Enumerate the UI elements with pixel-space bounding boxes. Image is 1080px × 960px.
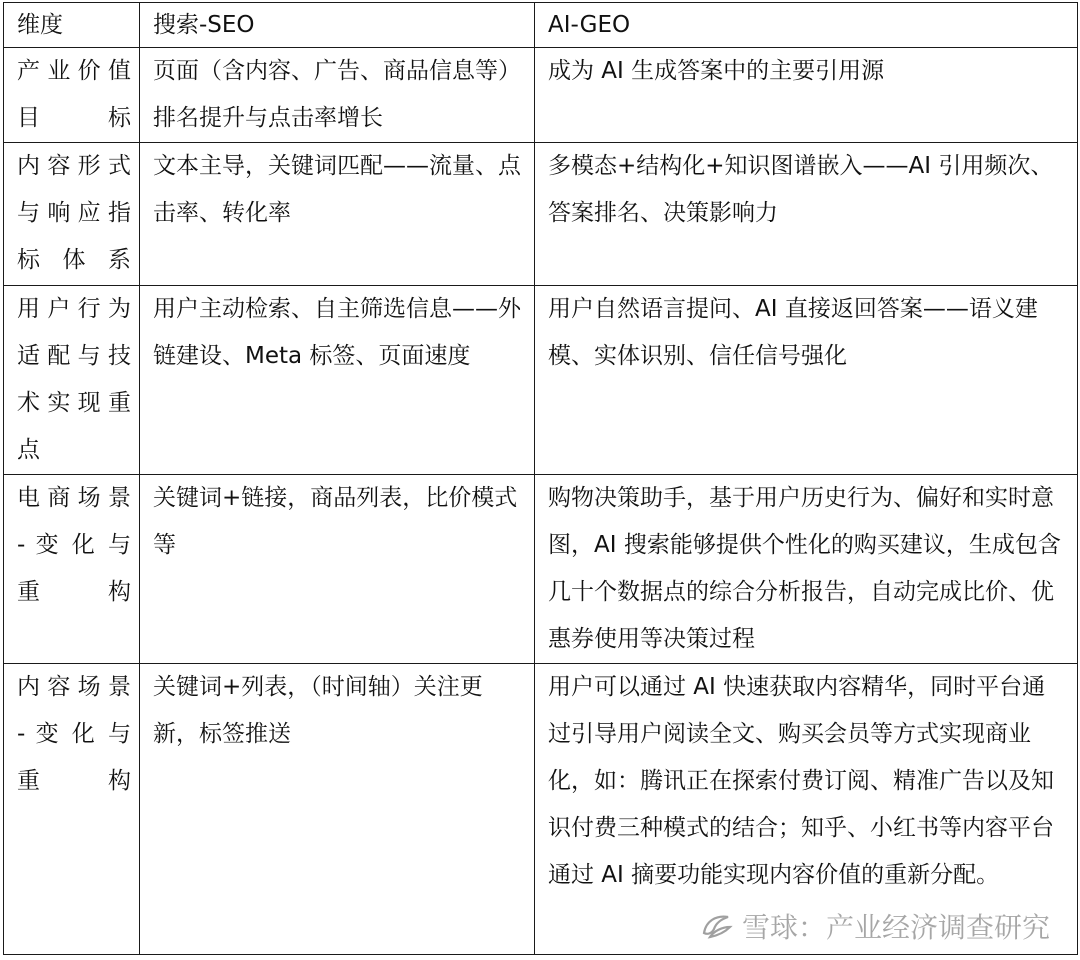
table-header-row [4,3,1078,48]
row-dimension-cell [4,664,140,955]
dimension-line: 用户行为 [17,296,131,322]
row-dimension-cell [4,48,140,143]
header-dimension: 维度 [4,3,140,48]
geo-cell: 用户自然语言提问、AI 直接返回答案——语义建模、实体识别、信任信号强化 [535,286,1078,475]
geo-cell: 多模态+结构化+知识图谱嵌入——AI 引用频次、答案排名、决策影响力 [535,143,1078,286]
dimension-line: 适配与技 [17,343,131,369]
dimension-line: 标体系 [17,247,131,273]
dimension-line: 重构 [17,768,131,794]
watermark-text: 雪球：产业经济调查研究 [741,911,1050,944]
header-geo: AI-GEO [535,3,1078,48]
comparison-table [3,2,1078,955]
table-row [4,664,1078,955]
row-dimension-cell [4,286,140,475]
seo-cell: 用户主动检索、自主筛选信息——外链建设、Meta 标签、页面速度 [140,286,535,475]
dimension-line: - 变 化 与 [17,721,131,747]
seo-cell: 关键词+链接，商品列表，比价模式等 [140,475,535,664]
table-row [4,143,1078,286]
dimension-line: 点 [17,437,40,463]
dimension-line: 与响应指 [17,200,131,226]
table-row [4,475,1078,664]
header-seo: 搜索-SEO [140,3,535,48]
dimension-line: 术实现重 [17,390,131,416]
dimension-line: 目标 [17,105,131,131]
dimension-line: 电商场景 [17,485,131,511]
row-dimension-cell [4,475,140,664]
seo-cell: 页面（含内容、广告、商品信息等）排名提升与点击率增长 [140,48,535,143]
geo-cell: 用户可以通过 AI 快速获取内容精华，同时平台通过引导用户阅读全文、购买会员等方式实现商业化，如：腾讯正在探索付费订阅、精准广告以及知识付费三种模式的结合；知乎、小红书等内容平台通过 AI 摘要功能实现内容价值的重新分配。 [535,664,1078,955]
dimension-line: 内容场景 [17,674,131,700]
geo-cell: 购物决策助手，基于用户历史行为、偏好和实时意图，AI 搜索能够提供个性化的购买建议，生成包含几十个数据点的综合分析报告，自动完成比价、优惠券使用等决策过程 [535,475,1078,664]
dimension-line: 重构 [17,579,131,605]
table-row [4,286,1078,475]
row-dimension-cell [4,143,140,286]
dimension-line: 产业价值 [17,58,131,84]
geo-cell: 成为 AI 生成答案中的主要引用源 [535,48,1078,143]
seo-cell: 关键词+列表，（时间轴）关注更新，标签推送 [140,664,535,955]
table-row [4,48,1078,143]
seo-cell: 文本主导，关键词匹配——流量、点击率、转化率 [140,143,535,286]
dimension-line: - 变 化 与 [17,532,131,558]
dimension-line: 内容形式 [17,153,131,179]
